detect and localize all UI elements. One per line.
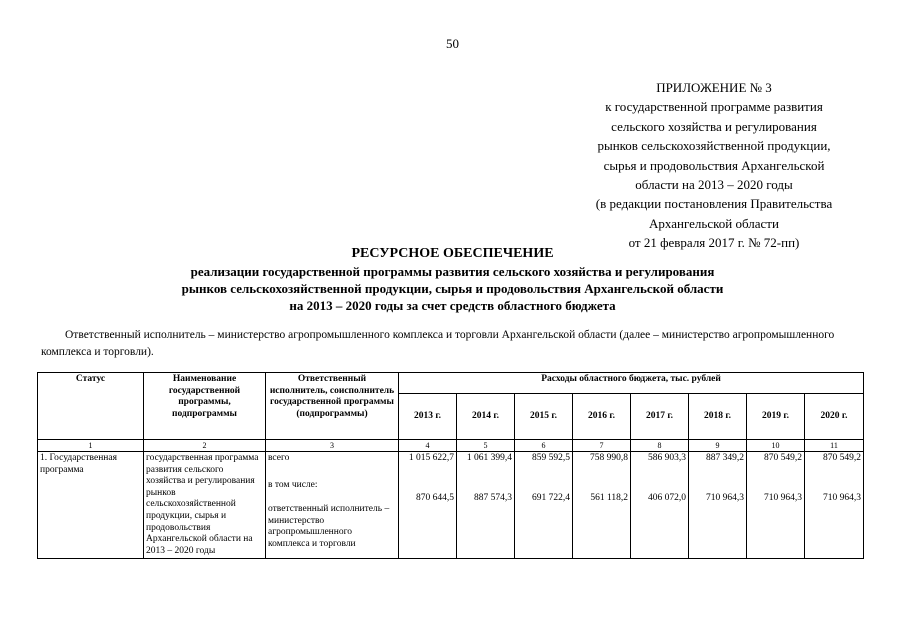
executor-including: в том числе: bbox=[268, 479, 318, 490]
total-value: 887 349,2 bbox=[706, 453, 744, 463]
value-cell bbox=[515, 452, 573, 559]
ministry-value: 710 964,3 bbox=[764, 492, 802, 503]
column-number-row bbox=[38, 440, 864, 452]
column-number: 10 bbox=[747, 440, 805, 452]
appendix-line: ПРИЛОЖЕНИЕ № 3 bbox=[656, 80, 772, 95]
appendix-line: от 21 февраля 2017 г. № 72-пп) bbox=[628, 235, 800, 251]
appendix-line: рынков сельскохозяйственной продукции, bbox=[597, 138, 831, 154]
title-line: реализации государственной программы развития сельского хозяйства и регулирования bbox=[190, 264, 715, 279]
header-year: 2015 г. bbox=[515, 394, 573, 440]
value-cell bbox=[805, 452, 864, 559]
column-number: 1 bbox=[38, 440, 144, 452]
header-year: 2019 г. bbox=[747, 394, 805, 440]
row-status: 1. Государственная программа bbox=[38, 452, 144, 559]
appendix-line: к государственной программе развития bbox=[605, 99, 823, 115]
executor-total: всего bbox=[268, 453, 290, 463]
column-number: 11 bbox=[805, 440, 864, 452]
header-name: Наименование государственной программы, подпрограммы bbox=[144, 373, 266, 440]
value-cell bbox=[689, 452, 747, 559]
header-year: 2020 г. bbox=[805, 394, 864, 440]
title-line: рынков сельскохозяйственной продукции, сырья и продовольствия Архангельской области bbox=[181, 281, 724, 296]
header-status: Статус bbox=[38, 373, 144, 440]
value-cell bbox=[747, 452, 805, 559]
total-value: 1 015 622,7 bbox=[408, 453, 454, 463]
value-cell bbox=[457, 452, 515, 559]
appendix-line: (в редакции постановления Правительства bbox=[595, 196, 833, 212]
appendix-block bbox=[556, 78, 872, 253]
header-year: 2013 г. bbox=[399, 394, 457, 440]
ministry-value: 561 118,2 bbox=[590, 492, 628, 503]
page-number: 50 bbox=[446, 36, 459, 51]
appendix-line: сельского хозяйства и регулирования bbox=[611, 118, 817, 134]
ministry-value: 887 574,3 bbox=[474, 492, 512, 503]
row-name: государственная программа развития сельского хозяйства и регулирования рынков сельскохозяйственной продукции, сырья и продовольствия Архангельской области на 2013 – 2020 годы bbox=[144, 452, 266, 559]
column-number: 7 bbox=[573, 440, 631, 452]
column-number: 3 bbox=[266, 440, 399, 452]
appendix-line: сырья и продовольствия Архангельской bbox=[603, 157, 825, 173]
header-year: 2016 г. bbox=[573, 394, 631, 440]
document-title bbox=[60, 244, 845, 314]
column-number: 9 bbox=[689, 440, 747, 452]
row-executor bbox=[266, 452, 399, 559]
total-value: 870 549,2 bbox=[823, 453, 862, 463]
header-year: 2014 г. bbox=[457, 394, 515, 440]
column-number: 8 bbox=[631, 440, 689, 452]
column-number: 2 bbox=[144, 440, 266, 452]
total-value: 758 990,8 bbox=[590, 453, 628, 463]
ministry-value: 691 722,4 bbox=[532, 492, 570, 503]
column-number: 6 bbox=[515, 440, 573, 452]
ministry-value: 406 072,0 bbox=[648, 492, 686, 503]
header-year: 2018 г. bbox=[689, 394, 747, 440]
ministry-value: 870 644,5 bbox=[416, 492, 454, 503]
header-year: 2017 г. bbox=[631, 394, 689, 440]
resource-table bbox=[37, 372, 864, 559]
title-line: на 2013 – 2020 годы за счет средств областного бюджета bbox=[289, 298, 616, 313]
appendix-line: Архангельской области bbox=[649, 215, 779, 231]
value-cell bbox=[573, 452, 631, 559]
ministry-value: 710 964,3 bbox=[706, 492, 744, 503]
total-value: 859 592,5 bbox=[532, 453, 570, 463]
header-expenses: Расходы областного бюджета, тыс. рублей bbox=[399, 373, 864, 394]
header-executor: Ответственный исполнитель, соисполнитель государственной программы (подпрограммы) bbox=[266, 373, 399, 440]
table-row bbox=[38, 452, 864, 559]
value-cell bbox=[631, 452, 689, 559]
value-cell bbox=[399, 452, 457, 559]
intro-paragraph: Ответственный исполнитель – министерство агропромышленного комплекса и торговли Архангельской области (далее – министерство агропромышленного комплекса и торговли). bbox=[41, 329, 835, 358]
executor-ministry: ответственный исполнитель – министерство агропромышленного комплекса и торговли bbox=[268, 504, 390, 549]
total-value: 1 061 399,4 bbox=[466, 453, 512, 463]
column-number: 4 bbox=[399, 440, 457, 452]
column-number: 5 bbox=[457, 440, 515, 452]
title-main: РЕСУРСНОЕ ОБЕСПЕЧЕНИЕ bbox=[351, 246, 554, 261]
ministry-value: 710 964,3 bbox=[823, 492, 862, 503]
appendix-line: области на 2013 – 2020 годы bbox=[635, 177, 793, 193]
total-value: 870 549,2 bbox=[764, 453, 802, 463]
total-value: 586 903,3 bbox=[648, 453, 686, 463]
